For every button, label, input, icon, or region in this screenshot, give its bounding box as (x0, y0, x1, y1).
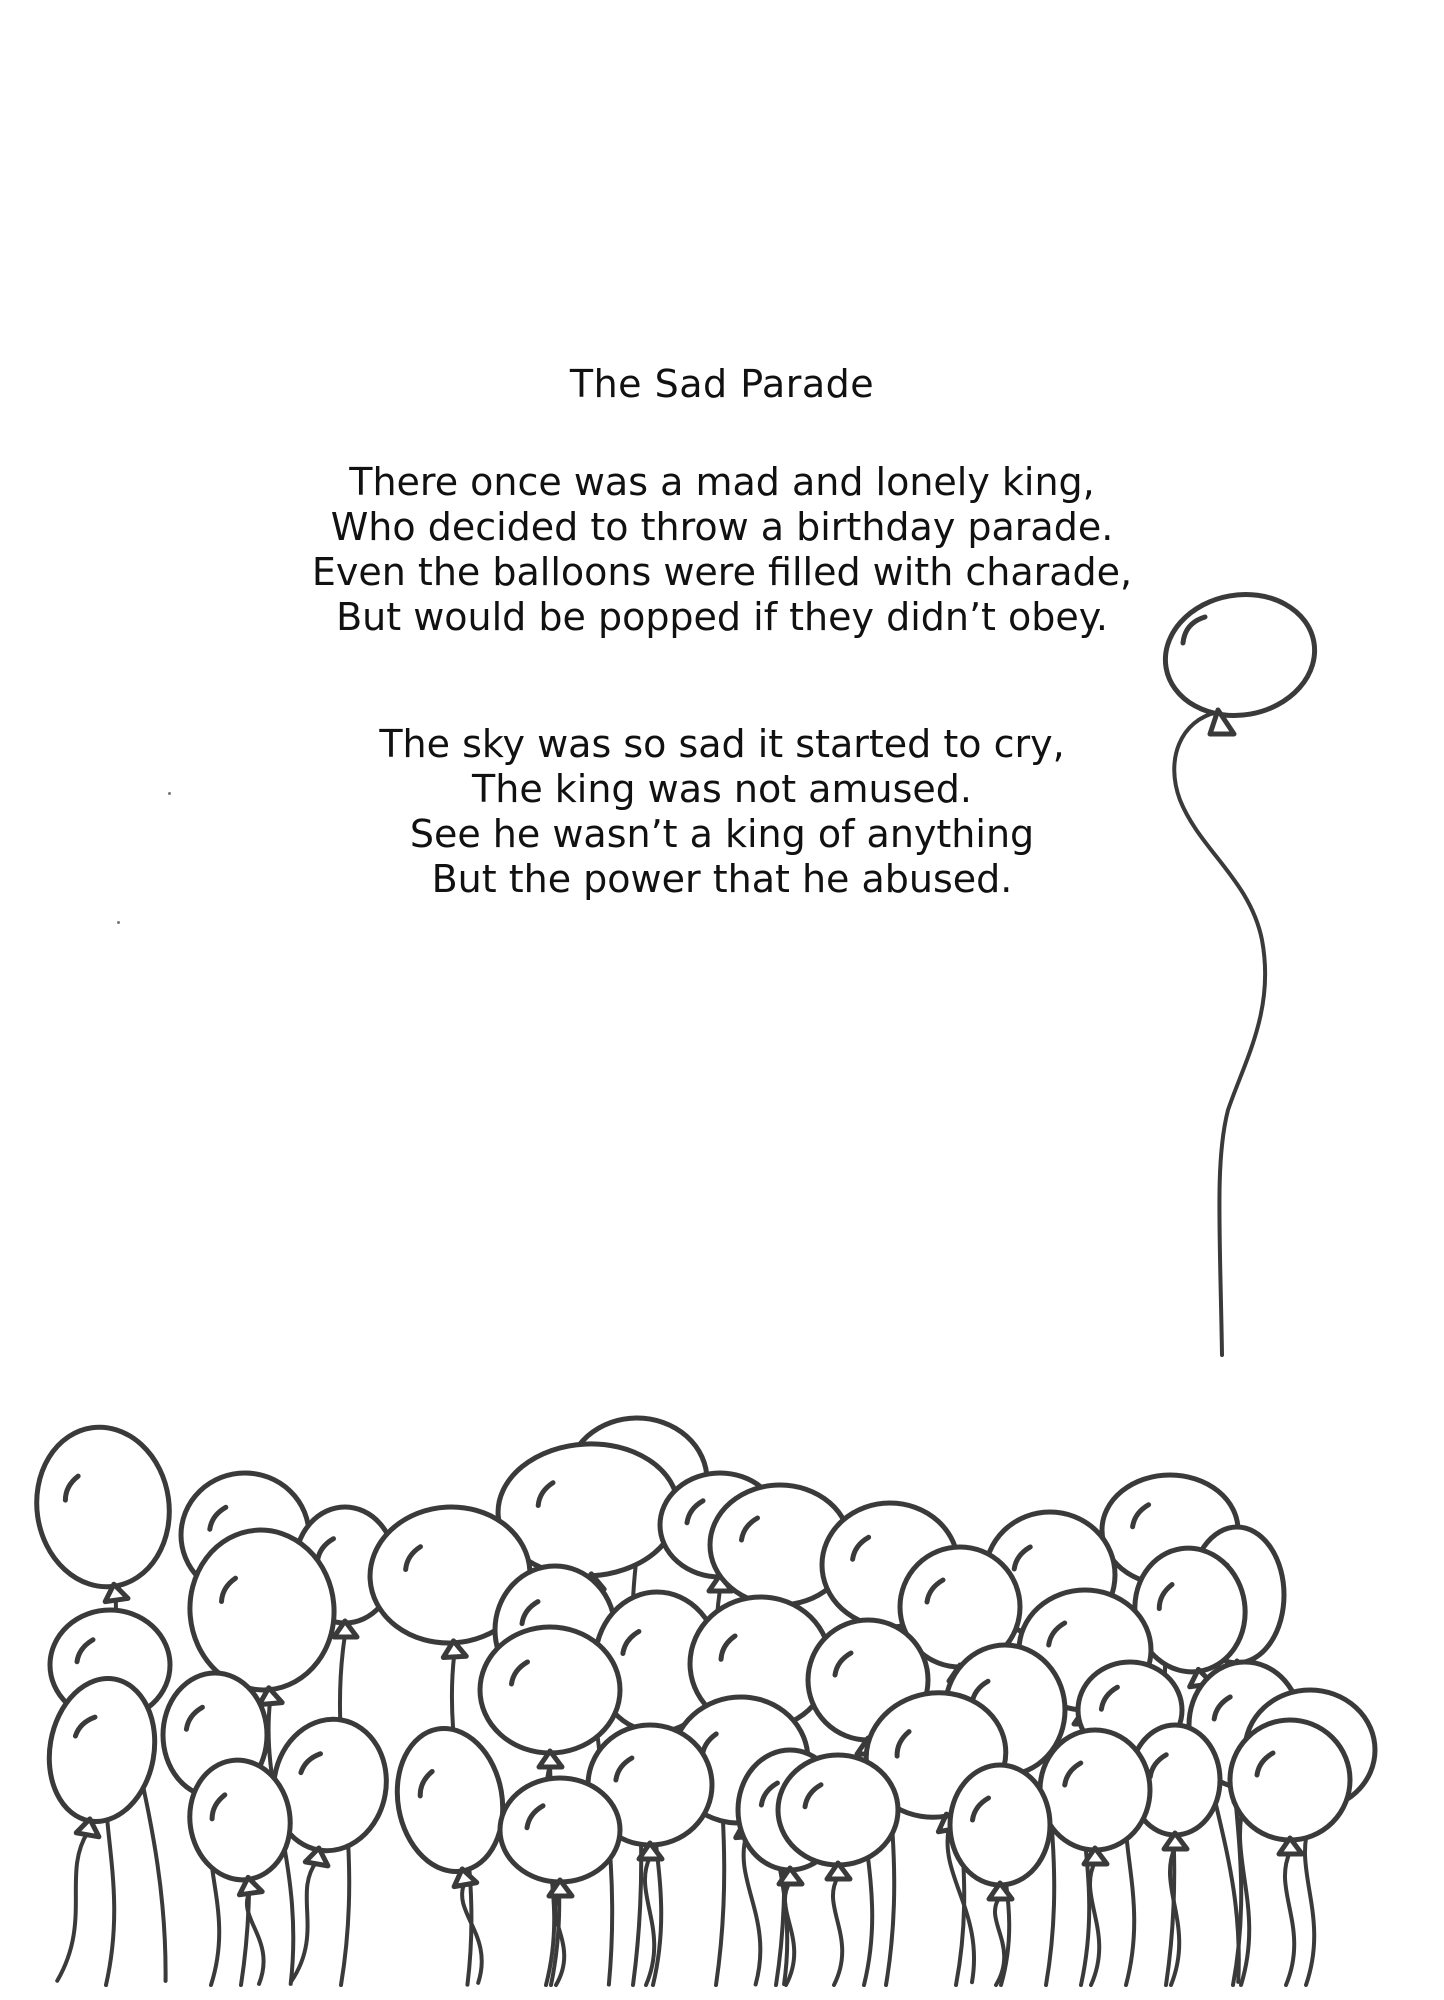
balloon-icon (588, 1725, 712, 1985)
balloon-crowd-icon (10, 1418, 1375, 1994)
poem-line: See he wasn’t a king of anything (409, 812, 1035, 856)
balloon-icon (1190, 1527, 1284, 1985)
poem-line: The sky was so sad it started to cry, (379, 722, 1065, 766)
balloon-icon (1189, 1662, 1301, 1985)
balloon-icon (1127, 1541, 1297, 1989)
speck (168, 792, 171, 795)
balloon-icon (386, 1720, 533, 1991)
balloon-icon (985, 1512, 1115, 1985)
balloon-icon (1078, 1662, 1182, 1985)
stanza-1 (0, 460, 1444, 640)
poem-line: But would be popped if they didn’t obey. (336, 595, 1108, 639)
poem-line: But the power that he abused. (431, 857, 1013, 901)
balloon-icon (595, 1592, 719, 1985)
balloon-icon (1245, 1690, 1375, 1985)
balloon-icon (856, 1682, 1045, 1994)
balloon-icon (900, 1547, 1020, 1985)
balloon-icon (1019, 1590, 1151, 1985)
poem-line: Even the balloons were filled with charade, (311, 550, 1133, 594)
balloon-icon (500, 1778, 620, 1985)
balloon-icon (27, 1419, 235, 1990)
balloon-icon (480, 1627, 620, 1985)
balloon-icon (10, 1670, 166, 1990)
balloon-icon (367, 1503, 552, 1989)
balloon-icon (667, 1691, 828, 1990)
balloon-icon (950, 1765, 1050, 1985)
balloon-icon (1102, 1475, 1238, 1985)
balloon-icon (710, 1485, 850, 1985)
balloon-icon (182, 1754, 312, 1991)
poem-line: Who decided to throw a birthday parade. (330, 505, 1114, 549)
lone-balloon-icon (1156, 583, 1325, 1355)
balloon-icon (1230, 1720, 1350, 1985)
balloon-icon (1130, 1725, 1220, 1985)
balloon-icon (822, 1503, 958, 1985)
balloon-icon (50, 1610, 170, 1985)
balloon-icon (295, 1507, 395, 1985)
balloon-icon (945, 1645, 1065, 1985)
balloon-icon (567, 1418, 707, 1985)
balloon-icon (163, 1673, 267, 1985)
balloon-icon (685, 1591, 858, 1990)
balloon-icon (495, 1439, 703, 1989)
balloon-icon (738, 1750, 842, 1985)
poem-line: There once was a mad and lonely king, (349, 460, 1095, 504)
balloon-icon (1040, 1730, 1150, 1985)
balloon-icon (808, 1620, 928, 1985)
poem-title: The Sad Parade (569, 362, 875, 406)
stanza-2 (0, 722, 1444, 902)
balloon-icon (240, 1710, 396, 1991)
balloon-icon (183, 1524, 366, 1990)
balloon-icon (495, 1566, 615, 1985)
poem-line: The king was not amused. (472, 767, 972, 811)
speck (117, 921, 120, 924)
balloon-icon (660, 1473, 780, 1985)
balloon-icon (181, 1473, 309, 1985)
balloon-icon (778, 1755, 898, 1985)
